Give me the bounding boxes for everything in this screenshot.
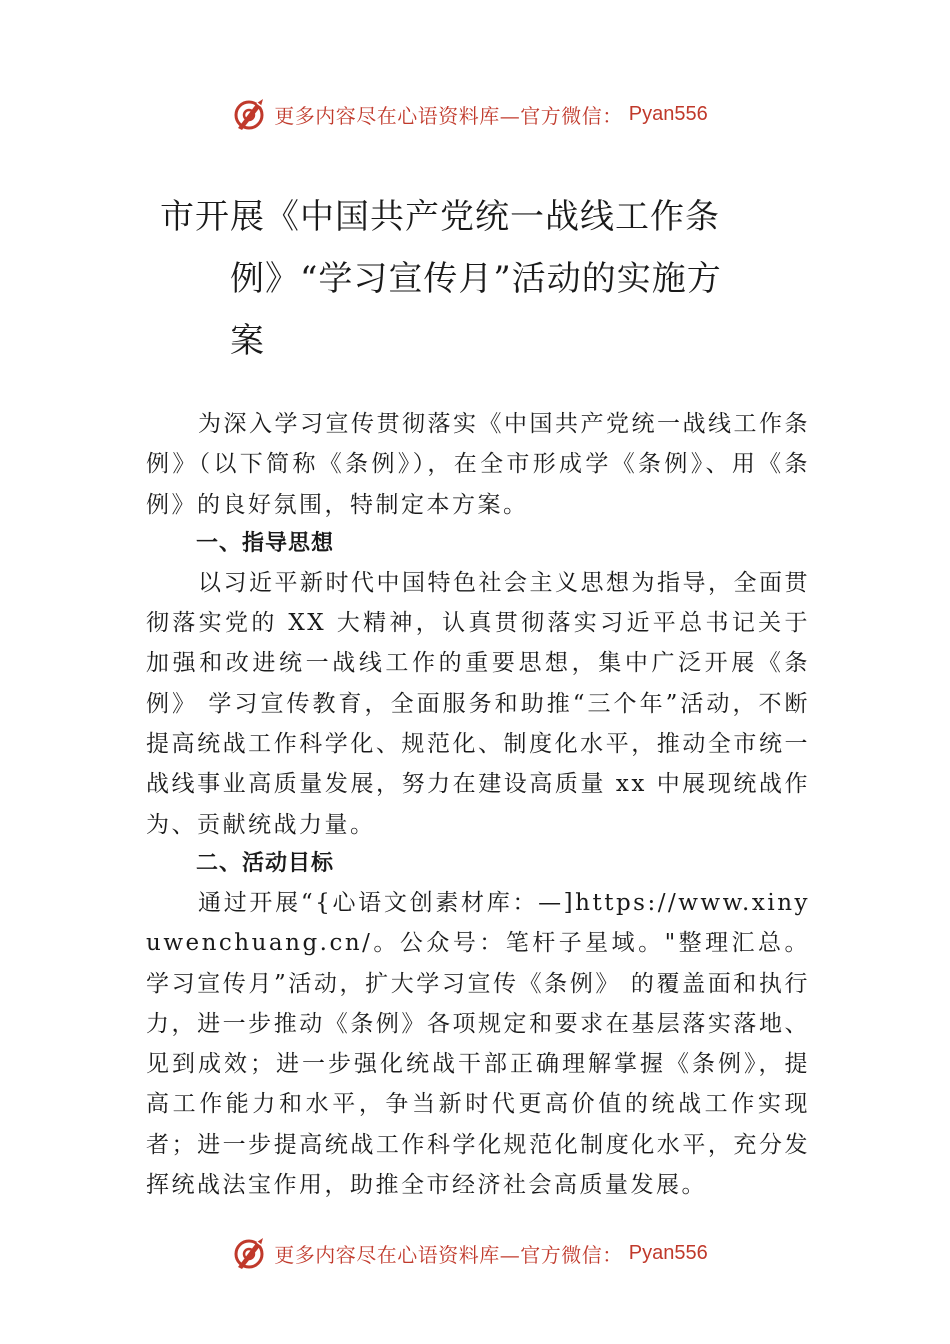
section-heading-activity-goals: 二、活动目标 xyxy=(196,850,335,876)
title-line-1: 市开展《中国共产党统一战线工作条 xyxy=(160,197,720,237)
pen-logo-icon xyxy=(230,1233,270,1273)
document-title xyxy=(160,186,800,372)
section-heading-guiding-thought: 一、指导思想 xyxy=(196,530,335,556)
activity-goals-paragraph: 通过开展“{心语文创素材库：—]https://www.xinyuwenchuang.cn/。公众号：笔杆子星域。"整理汇总。学习宣传月”活动，扩大学习宣传《条例》 的覆盖面和执行力，进一步推动《条例》各项规定和要求在基层落实落地、见到成效；进一步强化统战干部正确理解掌握《条例》，提高工作能力和水平，争当新时代更高价值的统战工作实现者；进一步提高统战工作科学化规范化制度化水平，充分发挥统战法宝作用，助推全市经济社会高质量发展。 xyxy=(146,889,810,1199)
title-line-3: 案 xyxy=(230,321,265,361)
intro-paragraph: 为深入学习宣传贯彻落实《中国共产党统一战线工作条例》（以下简称《条例》），在全市形成学《条例》、用《条例》的良好氛围，特制定本方案。 xyxy=(146,411,810,518)
guiding-thought-paragraph: 以习近平新时代中国特色社会主义思想为指导，全面贯彻落实党的 XX 大精神，认真贯彻落实习近平总书记关于加强和改进统一战线工作的重要思想，集中广泛开展《条例》 学习宣传教育，全面服务和助推“三个年”活动，不断提高统战工作科学化、规范化、制度化水平，推动全市统一战线事业高质量发展，努力在建设高质量 xx 中展现统战作为、贡献统战力量。 xyxy=(146,569,810,838)
header-banner xyxy=(0,92,950,136)
header-banner-text: 更多内容尽在心语资料库—官方微信： xyxy=(274,103,623,128)
header-banner-wechat-id: Pyan556 xyxy=(628,102,708,125)
footer-banner-wechat-id: Pyan556 xyxy=(628,1241,708,1264)
footer-banner-text: 更多内容尽在心语资料库—官方微信： xyxy=(274,1242,623,1267)
pen-logo-icon xyxy=(230,94,270,134)
footer-banner xyxy=(0,1231,950,1275)
title-line-2: 例》“学习宣传月”活动的实施方 xyxy=(230,259,722,299)
document-body xyxy=(146,404,810,1205)
